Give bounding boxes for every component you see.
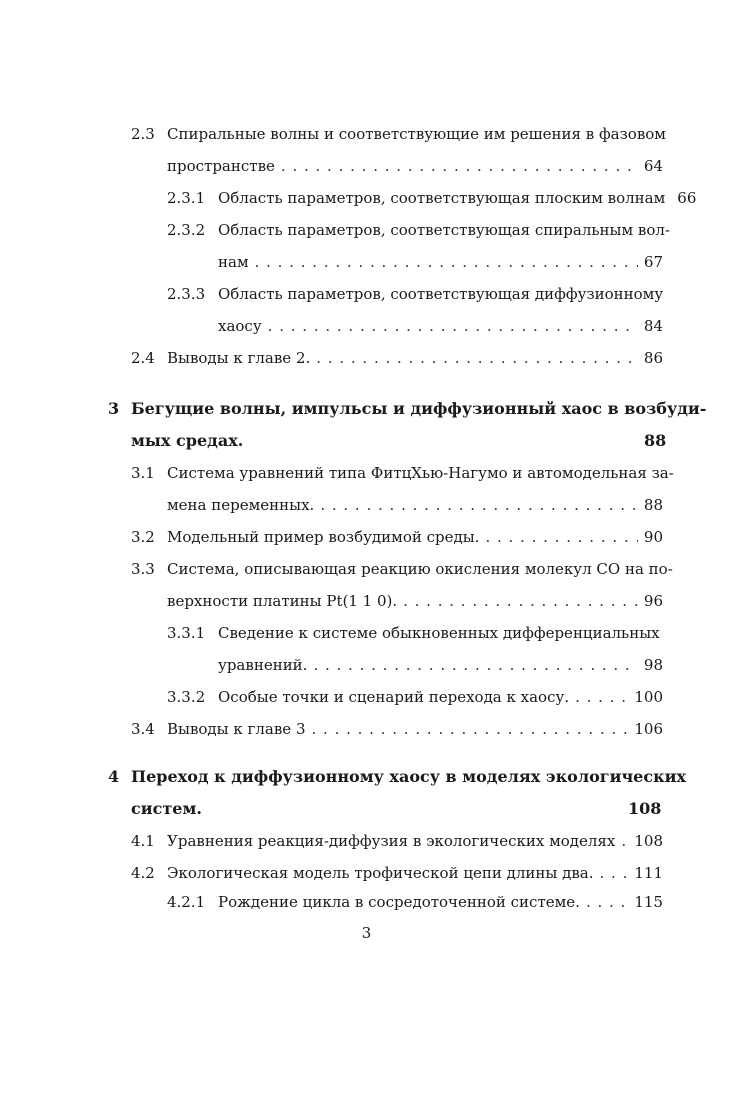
toc-entry-line <box>167 527 663 547</box>
chapter-title-cont: мых средах. <box>131 431 244 450</box>
dot-leader <box>268 316 638 336</box>
dot-leader <box>316 348 638 368</box>
dot-leader <box>575 687 628 707</box>
toc-entry-line <box>218 892 663 912</box>
chapter-title-cont: систем. <box>131 799 202 818</box>
entry-title: Выводы к главе 3 <box>167 720 306 738</box>
entry-title-cont: уравнений. <box>218 656 308 674</box>
dot-leader <box>313 655 637 675</box>
dot-leader <box>621 831 628 851</box>
entry-number: 4.2.1 <box>167 893 206 911</box>
entry-title: Рождение цикла в сосредоточенной системе. <box>218 893 580 911</box>
entry-number: 2.4 <box>131 349 155 367</box>
entry-title: Модельный пример возбудимой среды. <box>167 528 480 546</box>
entry-title: Экологическая модель трофической цепи длины два. <box>167 864 594 882</box>
dot-leader <box>403 591 638 611</box>
entry-title: Особые точки и сценарий перехода к хаосу. <box>218 688 570 706</box>
chapter-page-ref: 108 <box>628 799 662 818</box>
toc-entry-line <box>167 591 663 611</box>
entry-title: Сведение к системе обыкновенных дифференциальных <box>218 624 660 642</box>
entry-title-cont: пространстве <box>167 157 275 175</box>
dot-leader <box>600 863 629 883</box>
page-ref: 64 <box>643 157 663 175</box>
page-ref: 96 <box>643 592 663 610</box>
entry-number: 3.2 <box>131 528 155 546</box>
entry-title: Спиральные волны и соответствующие им решения в фазовом <box>167 125 666 143</box>
page-ref: 106 <box>634 720 663 738</box>
page-ref: 67 <box>643 253 663 271</box>
page-ref: 90 <box>643 528 663 546</box>
entry-number: 2.3.3 <box>167 285 206 303</box>
entry-number: 4.2 <box>131 864 155 882</box>
toc-entry-line <box>218 655 663 675</box>
chapter-number: 3 <box>108 399 120 418</box>
entry-number: 3.3 <box>131 560 155 578</box>
entry-number: 2.3.2 <box>167 221 206 239</box>
entry-title: Выводы к главе 2. <box>167 349 311 367</box>
dot-leader <box>255 252 638 272</box>
entry-title-cont: хаосу <box>218 317 262 335</box>
toc-entry-line <box>167 348 663 368</box>
page-ref: 108 <box>634 832 663 850</box>
entry-number: 2.3 <box>131 125 155 143</box>
dot-leader <box>320 495 638 515</box>
chapter-title: Бегущие волны, импульсы и диффузионный хаос в возбуди- <box>131 399 707 418</box>
entry-title: Область параметров, соответствующая плоским волнам <box>218 189 666 207</box>
dot-leader <box>312 719 629 739</box>
toc-entry-line <box>167 495 663 515</box>
toc-entry-line <box>218 687 663 707</box>
entry-title: Система, описывающая реакцию окисления молекул СО на по- <box>167 560 673 578</box>
page-ref: 88 <box>643 496 663 514</box>
entry-number: 4.1 <box>131 832 155 850</box>
page-ref: 100 <box>634 688 663 706</box>
toc-entry-line <box>218 316 663 336</box>
entry-title: Уравнения реакция-диффузия в экологических моделях <box>167 832 616 850</box>
entry-number: 2.3.1 <box>167 189 206 207</box>
dot-leader <box>586 892 628 912</box>
entry-title: Система уравнений типа ФитцХью-Нагумо и автомодельная за- <box>167 464 674 482</box>
page-ref: 86 <box>643 349 663 367</box>
chapter-page-ref: 88 <box>644 431 667 450</box>
entry-number: 3.4 <box>131 720 155 738</box>
entry-number: 3.3.1 <box>167 624 206 642</box>
page-ref: 115 <box>634 893 663 911</box>
toc-entry-line <box>167 831 663 851</box>
entry-title-cont: нам <box>218 253 249 271</box>
page-ref: 66 <box>677 189 697 207</box>
toc-entry-line <box>167 863 663 883</box>
entry-number: 3.3.2 <box>167 688 206 706</box>
entry-title-cont: мена переменных. <box>167 496 315 514</box>
entry-title: Область параметров, соответствующая спиральным вол- <box>218 221 670 239</box>
toc-entry-line <box>218 252 663 272</box>
entry-title: Область параметров, соответствующая диффузионному <box>218 285 664 303</box>
page-ref: 84 <box>643 317 663 335</box>
chapter-title: Переход к диффузионному хаосу в моделях экологических <box>131 767 687 786</box>
toc-entry-line <box>167 156 663 176</box>
entry-title-cont: верхности платины Pt(1 1 0). <box>167 592 398 610</box>
toc-entry-line <box>218 188 697 208</box>
page-ref: 111 <box>634 864 663 882</box>
dot-leader <box>281 156 638 176</box>
toc-entry-line <box>167 719 663 739</box>
page-number: 3 <box>361 924 372 942</box>
dot-leader <box>485 527 637 547</box>
page-ref: 98 <box>643 656 663 674</box>
entry-number: 3.1 <box>131 464 155 482</box>
chapter-number: 4 <box>108 767 120 786</box>
